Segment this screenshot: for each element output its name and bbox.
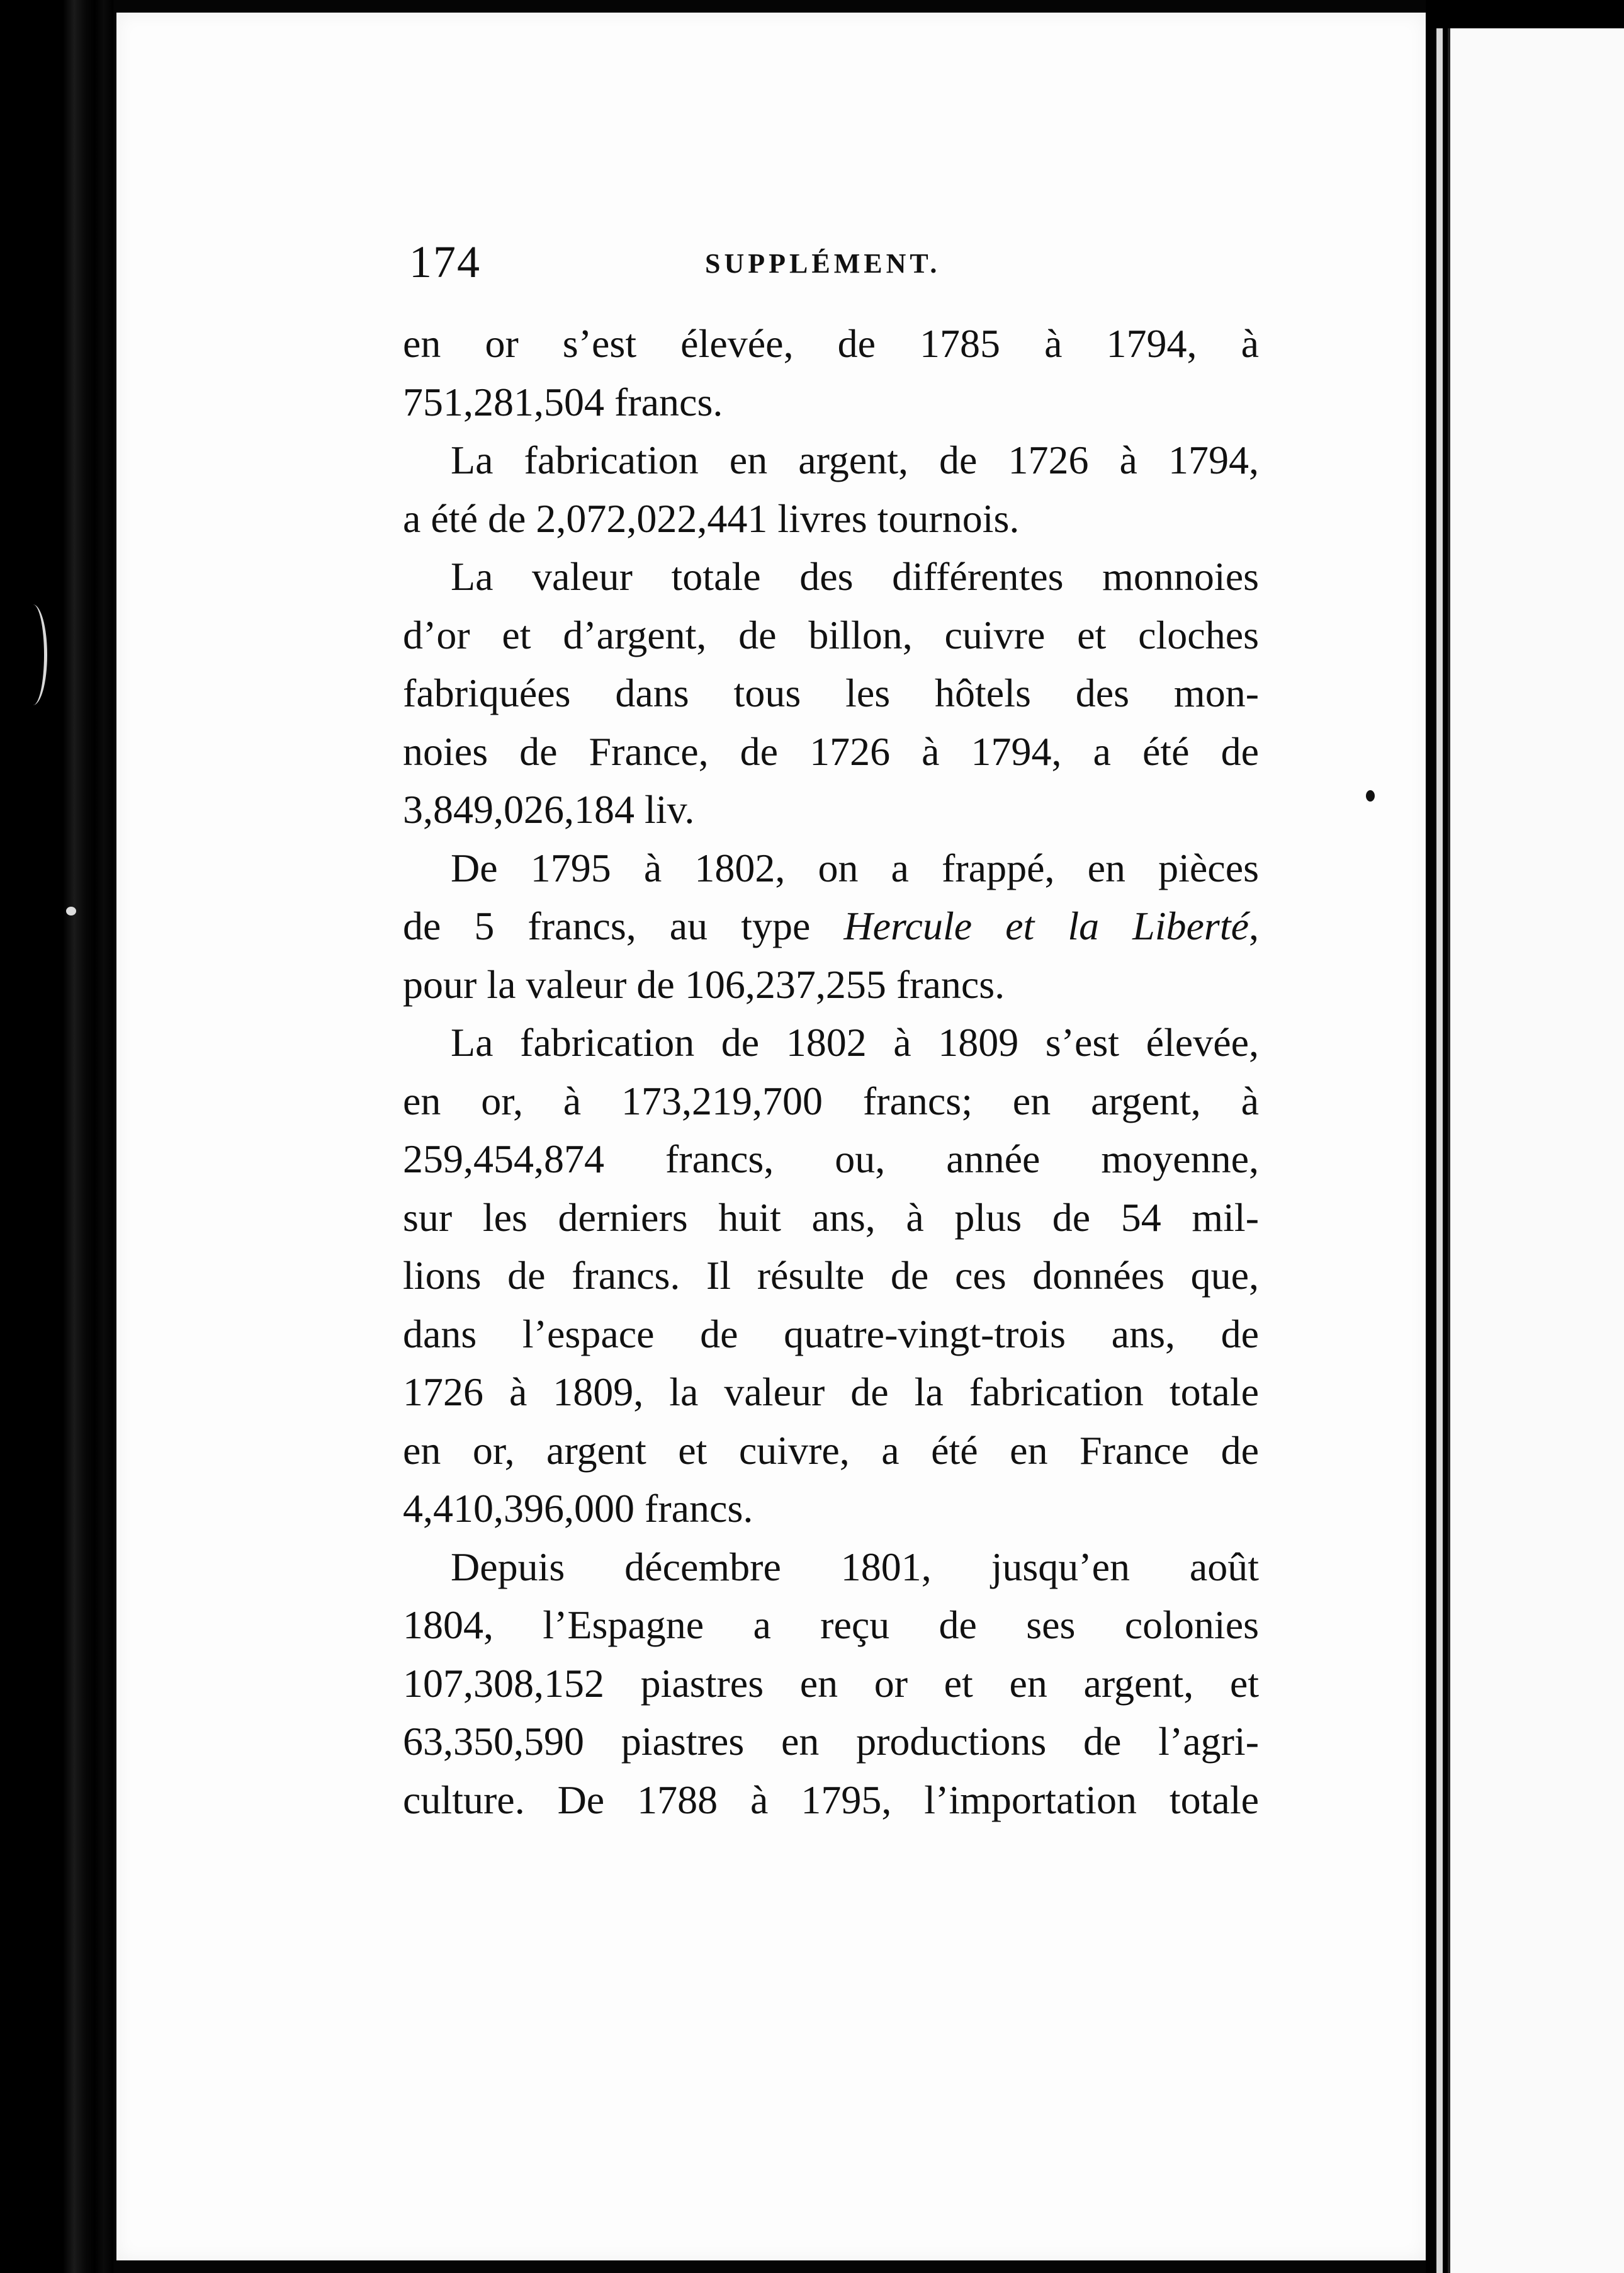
italic-type-name: Hercule et la Liberté [843,904,1249,948]
text-line: en or s’est élevée, de 1785 à 1794, à [403,321,1259,366]
text-line: 63,350,590 piastres en productions de l’agri- [403,1719,1259,1764]
gutter-speck [66,907,76,915]
paragraph-start-line: La valeur totale des différentes monnoies [451,554,1259,599]
text-line: 751,281,504 francs. [403,379,723,424]
next-page-edge [1436,28,1443,2273]
text-line: noies de France, de 1726 à 1794, a été de [403,728,1259,774]
page-number: 174 [409,237,481,287]
text-line: en or, à 173,219,700 francs; en argent, à [403,1078,1259,1123]
book-binding-gutter [0,0,113,2273]
page-header [409,236,1259,293]
next-page-sliver [1448,28,1624,2273]
body-text [403,315,1259,1829]
gutter-mark [19,604,47,705]
text-line: lions de francs. Il résulte de ces données que, [403,1253,1259,1298]
text-line: 3,849,026,184 liv. [403,787,695,832]
text-line: 259,454,874 francs, ou, année moyenne, [403,1136,1259,1181]
paragraph-start-line: De 1795 à 1802, on a frappé, en pièces [451,845,1259,890]
paragraph-start-line: La fabrication de 1802 à 1809 s’est élevée, [451,1020,1259,1065]
text-line: sur les derniers huit ans, à plus de 54 mil- [403,1194,1259,1240]
text-line: culture. De 1788 à 1795, l’importation totale [403,1777,1259,1822]
text-line: 107,308,152 piastres en or et en argent, et [403,1660,1259,1706]
text-line: fabriquées dans tous les hôtels des mon- [403,671,1259,715]
ink-speck [1366,790,1375,802]
text-line: de 5 francs, au type Hercule et la Liberté, [403,904,1259,948]
text-line: en or, argent et cuivre, a été en France de [403,1427,1259,1473]
text-line: pour la valeur de 106,237,255 francs. [403,961,1005,1007]
text-line: d’or et d’argent, de billon, cuivre et cloches [403,612,1259,657]
paragraph-start-line: La fabrication en argent, de 1726 à 1794, [451,438,1259,482]
paragraph-start-line: Depuis décembre 1801, jusqu’en août [451,1544,1259,1589]
text-line: 4,410,396,000 francs. [403,1486,753,1531]
text-line: dans l’espace de quatre-vingt-trois ans, de [403,1311,1259,1356]
text-line: a été de 2,072,022,441 livres tournois. [403,496,1020,541]
text-line: 1726 à 1809, la valeur de la fabrication totale [403,1369,1259,1414]
text-line: 1804, l’Espagne a reçu de ses colonies [403,1602,1259,1647]
running-head: SUPPLÉMENT. [705,248,941,279]
